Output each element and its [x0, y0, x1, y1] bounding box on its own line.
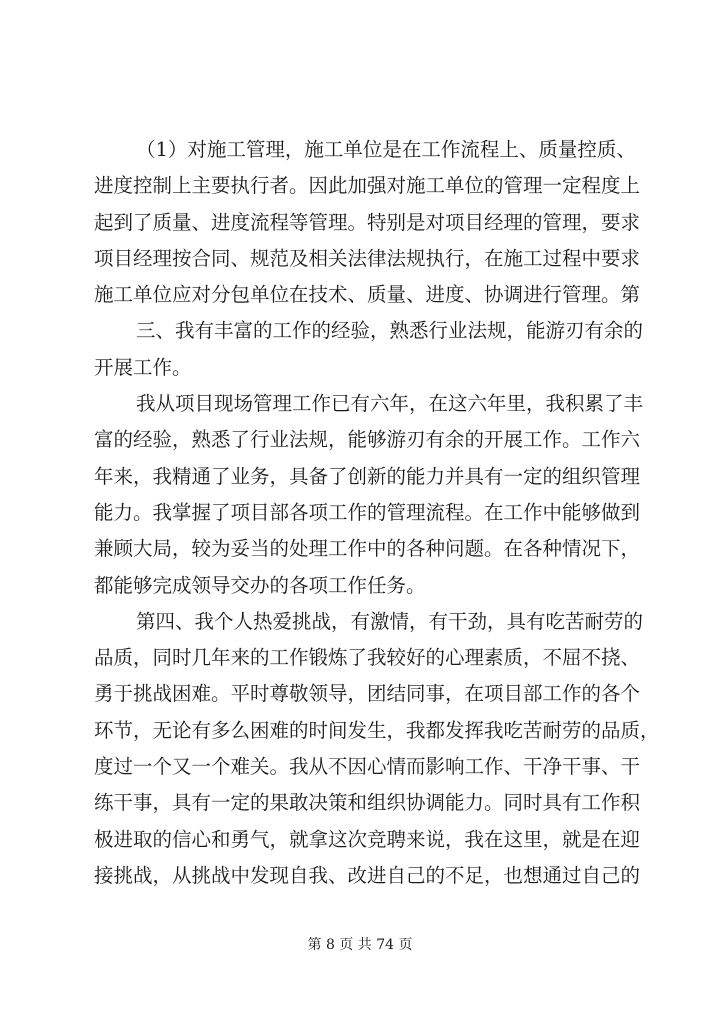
text-line: 起到了质量、进度流程等管理。特别是对项目经理的管理，要求 — [94, 210, 641, 234]
paragraph-1 — [94, 132, 641, 313]
text-line: 练干事，具有一定的果敢决策和组织协调能力。同时具有工作积 — [94, 791, 641, 815]
text-line: 富的经验，熟悉了行业法规，能够游刃有余的开展工作。工作六 — [94, 428, 641, 452]
text-line: 品质，同时几年来的工作锻炼了我较好的心理素质，不屈不挠、 — [94, 646, 641, 670]
text-line: 施工单位应对分包单位在技术、质量、进度、协调进行管理。第 — [94, 283, 641, 307]
text-line: 度过一个又一个难关。我从不因心情而影响工作、干净干事、干 — [94, 755, 641, 779]
text-line: （1）对施工管理，施工单位是在工作流程上、质量控质、 — [136, 138, 636, 161]
text-line: 进度控制上主要执行者。因此加强对施工单位的管理一定程度上 — [94, 174, 641, 198]
paragraph-3 — [94, 386, 644, 604]
text-line: 能力。我掌握了项目部各项工作的管理流程。在工作中能够做到 — [94, 500, 641, 524]
paragraph-4 — [94, 604, 660, 894]
text-line: 兼顾大局，较为妥当的处理工作中的各种问题。在各种情况下， — [94, 537, 641, 561]
text-line: 第四、我个人热爱挑战，有激情，有干劲，具有吃苦耐劳的 — [136, 609, 644, 633]
paragraph-2 — [94, 313, 644, 386]
text-line: 项目经理按合同、规范及相关法律法规执行，在施工过程中要求 — [94, 246, 641, 270]
text-line: 接挑战，从挑战中发现自我、改进自己的不足，也想通过自己的 — [94, 863, 641, 887]
text-line: 三、我有丰富的工作的经验，熟悉行业法规，能游刃有余的 — [136, 319, 644, 343]
text-line: 开展工作。 — [94, 355, 192, 379]
text-line: 环节，无论有多么困难的时间发生，我都发挥我吃苦耐劳的品质， — [94, 718, 660, 742]
text-line: 都能够完成领导交办的各项工作任务。 — [94, 573, 426, 597]
text-line: 勇于挑战困难。平时尊敬领导，团结同事，在项目部工作的各个 — [94, 682, 641, 706]
text-line: 极进取的信心和勇气，就拿这次竞聘来说，我在这里，就是在迎 — [94, 827, 641, 851]
text-line: 年来，我精通了业务，具备了创新的能力并具有一定的组织管理 — [94, 464, 641, 488]
page-number-footer: 第 8 页 共 74 页 — [307, 937, 413, 953]
document-body — [94, 132, 660, 894]
text-line: 我从项目现场管理工作已有六年，在这六年里，我积累了丰 — [136, 392, 644, 416]
